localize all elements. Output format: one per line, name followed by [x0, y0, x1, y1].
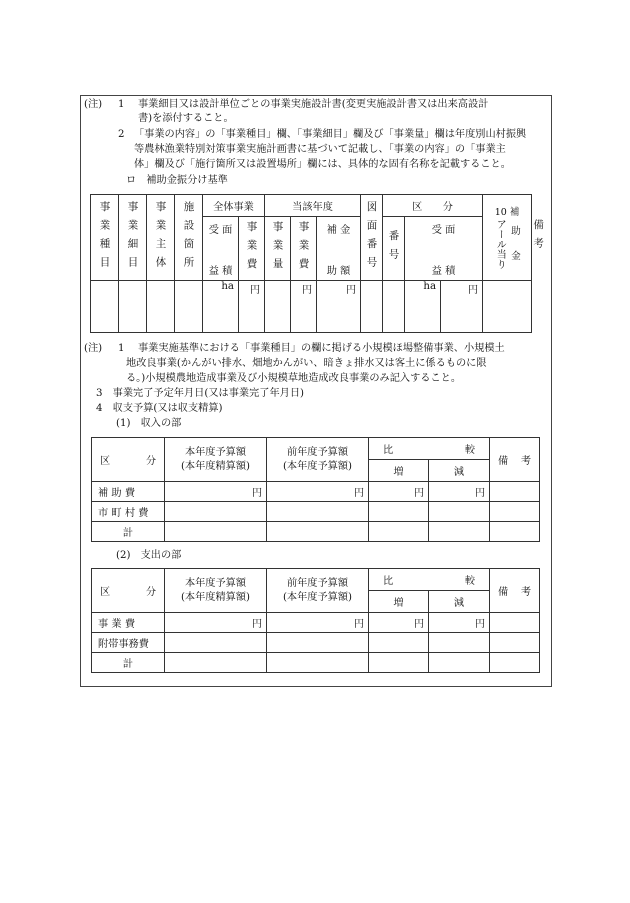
subheading-expense: (2) 支出の部 [116, 550, 182, 561]
item-4: 4 収支予算(又は収支精算) [96, 403, 223, 414]
header-biko: 備 考 [490, 569, 540, 613]
note-heading: (注) [84, 343, 103, 354]
unit-yen: 円 [165, 482, 267, 502]
unit-yen: 円 [165, 613, 267, 633]
header-decrease: 減 [429, 460, 490, 482]
header-increase: 増 [369, 591, 429, 613]
header-previous-year: 前年度予算額 (本年度予算額) [267, 438, 369, 482]
subheading-allocation: ロ 補助金振分け基準 [126, 175, 228, 186]
unit-yen: 円 [441, 281, 483, 333]
note-2-line-3: 体」欄及び「施行箇所又は設置場所」欄には、具体的な固有名称を記載すること。 [134, 159, 511, 170]
header-decrease: 減 [429, 591, 490, 613]
unit-yen: 円 [239, 281, 265, 333]
header-kubun: 区 分 [92, 438, 165, 482]
note-1-line-3: る。)小規模農地造成事業及び小規模草地造成改良事業のみ記入すること。 [126, 373, 462, 384]
unit-yen: 円 [317, 281, 361, 333]
note-1-num: 1 [118, 99, 125, 110]
allocation-table: 事業種目 事業細目 事業主体 施設箇所 全体事業 当該年度 図面番号 区 分 10 補 アール当り 助 金 備考 受 面 益 積 事業費 事業量 事業費 補 金 助 額 番号 受 面 益 積 ha 円 円 円 ha 円 [90, 194, 532, 333]
note-2-line-2: 等農林漁業特別対策事業実施計画書に基づいて記載し、「事業の内容」の「事業主 [134, 144, 506, 155]
note-2-num: 2 [118, 129, 125, 140]
header-per-10a: 10 補 アール当り 助 金 [483, 195, 532, 281]
header-biko: 備 考 [490, 438, 540, 482]
unit-yen: 円 [267, 482, 369, 502]
header-jigyohi: 事業費 [239, 217, 265, 281]
unit-yen: 円 [267, 613, 369, 633]
unit-yen: 円 [429, 613, 490, 633]
header-jigyo-saimoku: 事業細目 [119, 195, 147, 281]
note-1-line-1: 事業実施基準における「事業種目」の欄に掲げる小規模ほ場整備事業、小規模土 [138, 343, 505, 354]
subheading-income: (1) 収入の部 [116, 418, 182, 429]
header-hikaku: 比 較 [369, 438, 490, 460]
header-jigyohi-current: 事業費 [291, 217, 317, 281]
header-jueki-menseki: 受 面 益 積 [203, 217, 239, 281]
note-2-line-1: 「事業の内容」の「事業種目」欄、「事業細目」欄及び「事業量」欄は年度別山村振興 [134, 129, 527, 140]
note-heading: (注) [84, 99, 103, 110]
header-current-year: 本年度予算額 (本年度精算額) [165, 438, 267, 482]
header-current-year: 本年度予算額 (本年度精算額) [165, 569, 267, 613]
row-total: 計 [92, 653, 165, 673]
note-1-line-1: 事業細目又は設計単位ごとの事業実施設計書(変更実施設計書又は出来高設計 [138, 99, 489, 110]
header-hikaku: 比 較 [369, 569, 490, 591]
unit-yen: 円 [291, 281, 317, 333]
unit-ha: ha [203, 281, 239, 333]
header-jigyoryo: 事業量 [265, 217, 291, 281]
unit-ha: ha [405, 281, 441, 333]
header-zumen-bango: 図面番号 [361, 195, 383, 281]
header-shisetsu-kasho: 施設箇所 [175, 195, 203, 281]
row-total: 計 [92, 522, 165, 542]
item-3: 3 事業完了予定年月日(又は事業完了年月日) [96, 388, 304, 399]
header-bango: 番号 [383, 217, 405, 281]
note-1-num: 1 [118, 343, 125, 354]
row-label: 補 助 費 [92, 482, 165, 502]
header-jueki-menseki-2: 受 面 益 積 [405, 217, 483, 281]
header-jigyo-shumoku: 事業種目 [91, 195, 119, 281]
row-label: 市 町 村 費 [92, 502, 165, 522]
row-label: 附帯事務費 [92, 633, 165, 653]
header-hojokin-gaku: 補 金 助 額 [317, 217, 361, 281]
unit-yen: 円 [369, 613, 429, 633]
header-toga-nendo: 当該年度 [265, 195, 361, 217]
header-jigyo-shutai: 事業主体 [147, 195, 175, 281]
header-zentai-jigyo: 全体事業 [203, 195, 265, 217]
expense-table [91, 568, 540, 673]
income-table [91, 437, 540, 542]
header-kubun: 区 分 [92, 569, 165, 613]
header-kubun: 区 分 [383, 195, 483, 217]
unit-yen: 円 [429, 482, 490, 502]
header-previous-year: 前年度予算額 (本年度予算額) [267, 569, 369, 613]
note-1-line-2: 書)を添付すること。 [138, 113, 234, 124]
row-label: 事 業 費 [92, 613, 165, 633]
unit-yen: 円 [369, 482, 429, 502]
note-1-line-2: 地改良事業(かんがい排水、畑地かんがい、暗きょ排水又は客土に係るものに限 [126, 358, 487, 369]
header-increase: 増 [369, 460, 429, 482]
